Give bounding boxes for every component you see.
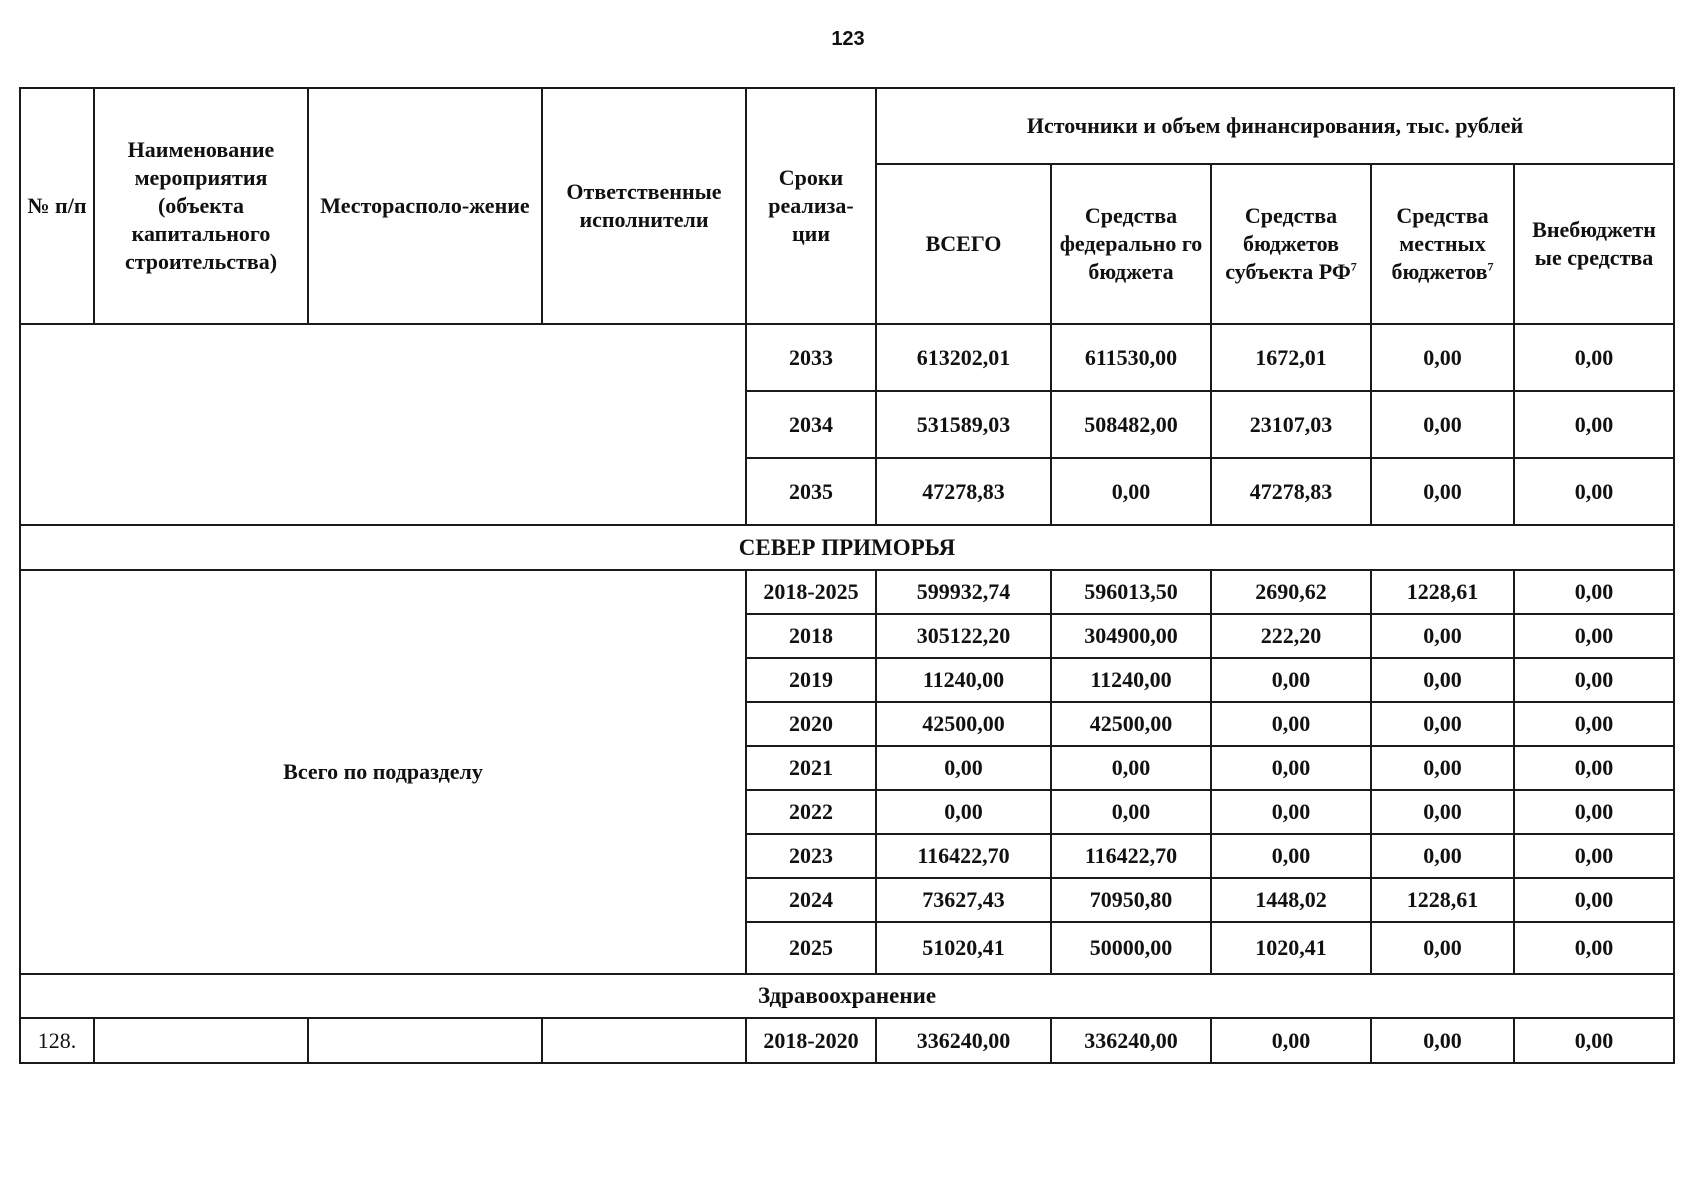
cell-year: 2033 xyxy=(746,324,876,391)
header-name: Наименование мероприятия (объекта капитального строительства) xyxy=(94,88,308,324)
cell-subject: 0,00 xyxy=(1211,1018,1371,1063)
blank-merged-cell xyxy=(20,324,746,525)
cell-local: 0,00 xyxy=(1371,1018,1514,1063)
header-local-label: Средства местных бюджетов xyxy=(1391,203,1489,284)
cell-num: 128. xyxy=(20,1018,94,1063)
cell-federal: 336240,00 xyxy=(1051,1018,1211,1063)
section-row xyxy=(20,974,1674,1018)
cell-year: 2018-2025 xyxy=(746,570,876,614)
cell-executors xyxy=(542,1018,746,1063)
cell-subject: 1020,41 xyxy=(1211,922,1371,974)
header-federal: Средства федерально го бюджета xyxy=(1051,164,1211,324)
cell-federal: 116422,70 xyxy=(1051,834,1211,878)
cell-federal: 508482,00 xyxy=(1051,391,1211,458)
cell-subject: 0,00 xyxy=(1211,702,1371,746)
page-number: 123 xyxy=(831,28,865,50)
cell-extra: 0,00 xyxy=(1514,702,1674,746)
cell-year: 2023 xyxy=(746,834,876,878)
cell-year: 2018 xyxy=(746,614,876,658)
cell-year: 2018-2020 xyxy=(746,1018,876,1063)
cell-federal: 611530,00 xyxy=(1051,324,1211,391)
cell-total: 73627,43 xyxy=(876,878,1051,922)
header-subject xyxy=(1211,164,1371,324)
cell-local: 0,00 xyxy=(1371,614,1514,658)
header-extra: Внебюджетн ые средства xyxy=(1514,164,1674,324)
cell-local: 1228,61 xyxy=(1371,570,1514,614)
cell-extra: 0,00 xyxy=(1514,1018,1674,1063)
cell-extra: 0,00 xyxy=(1514,790,1674,834)
cell-year: 2019 xyxy=(746,658,876,702)
cell-federal: 11240,00 xyxy=(1051,658,1211,702)
cell-name xyxy=(94,1018,308,1063)
cell-year: 2022 xyxy=(746,790,876,834)
cell-subject: 0,00 xyxy=(1211,834,1371,878)
cell-federal: 70950,80 xyxy=(1051,878,1211,922)
cell-total: 11240,00 xyxy=(876,658,1051,702)
cell-year: 2021 xyxy=(746,746,876,790)
cell-federal: 596013,50 xyxy=(1051,570,1211,614)
table-row xyxy=(20,324,1674,391)
cell-year: 2035 xyxy=(746,458,876,525)
cell-total: 51020,41 xyxy=(876,922,1051,974)
cell-extra: 0,00 xyxy=(1514,878,1674,922)
header-subject-label: Средства бюджетов субъекта РФ xyxy=(1225,203,1351,284)
cell-subject: 222,20 xyxy=(1211,614,1371,658)
cell-year: 2034 xyxy=(746,391,876,458)
cell-total: 0,00 xyxy=(876,790,1051,834)
cell-total: 305122,20 xyxy=(876,614,1051,658)
cell-federal: 0,00 xyxy=(1051,746,1211,790)
financing-table xyxy=(19,87,1675,1064)
cell-federal: 50000,00 xyxy=(1051,922,1211,974)
cell-extra: 0,00 xyxy=(1514,570,1674,614)
cell-total: 116422,70 xyxy=(876,834,1051,878)
header-local xyxy=(1371,164,1514,324)
cell-federal: 42500,00 xyxy=(1051,702,1211,746)
cell-federal: 304900,00 xyxy=(1051,614,1211,658)
header-total: ВСЕГО xyxy=(876,164,1051,324)
section-title-north: СЕВЕР ПРИМОРЬЯ xyxy=(20,525,1674,570)
header-executors: Ответственные исполнители xyxy=(542,88,746,324)
cell-total: 336240,00 xyxy=(876,1018,1051,1063)
cell-local: 0,00 xyxy=(1371,922,1514,974)
cell-subject: 0,00 xyxy=(1211,746,1371,790)
cell-year: 2025 xyxy=(746,922,876,974)
cell-federal: 0,00 xyxy=(1051,790,1211,834)
header-location: Месторасполо-жение xyxy=(308,88,542,324)
cell-subject: 23107,03 xyxy=(1211,391,1371,458)
cell-total: 613202,01 xyxy=(876,324,1051,391)
cell-extra: 0,00 xyxy=(1514,746,1674,790)
header-subject-footnote: 7 xyxy=(1350,259,1357,274)
cell-subject: 2690,62 xyxy=(1211,570,1371,614)
cell-extra: 0,00 xyxy=(1514,922,1674,974)
header-local-footnote: 7 xyxy=(1487,259,1494,274)
cell-subject: 0,00 xyxy=(1211,658,1371,702)
cell-local: 0,00 xyxy=(1371,324,1514,391)
cell-total: 42500,00 xyxy=(876,702,1051,746)
cell-extra: 0,00 xyxy=(1514,324,1674,391)
section-row xyxy=(20,525,1674,570)
cell-subject: 47278,83 xyxy=(1211,458,1371,525)
cell-extra: 0,00 xyxy=(1514,614,1674,658)
cell-total: 531589,03 xyxy=(876,391,1051,458)
cell-subject: 1448,02 xyxy=(1211,878,1371,922)
cell-local: 0,00 xyxy=(1371,658,1514,702)
cell-local: 0,00 xyxy=(1371,790,1514,834)
cell-extra: 0,00 xyxy=(1514,834,1674,878)
cell-federal: 0,00 xyxy=(1051,458,1211,525)
cell-total: 0,00 xyxy=(876,746,1051,790)
cell-total: 47278,83 xyxy=(876,458,1051,525)
cell-subject: 1672,01 xyxy=(1211,324,1371,391)
cell-total: 599932,74 xyxy=(876,570,1051,614)
cell-subject: 0,00 xyxy=(1211,790,1371,834)
cell-location xyxy=(308,1018,542,1063)
subtotal-label: Всего по подразделу xyxy=(20,570,746,974)
cell-extra: 0,00 xyxy=(1514,391,1674,458)
table-row xyxy=(20,1018,1674,1063)
cell-local: 0,00 xyxy=(1371,746,1514,790)
header-num: № п/п xyxy=(20,88,94,324)
section-title-healthcare: Здравоохранение xyxy=(20,974,1674,1018)
header-terms: Сроки реализа-ции xyxy=(746,88,876,324)
cell-local: 0,00 xyxy=(1371,834,1514,878)
header-sources: Источники и объем финансирования, тыс. рублей xyxy=(876,88,1674,164)
table-row xyxy=(20,570,1674,614)
cell-local: 1228,61 xyxy=(1371,878,1514,922)
cell-local: 0,00 xyxy=(1371,391,1514,458)
table-header xyxy=(20,88,1674,324)
cell-local: 0,00 xyxy=(1371,702,1514,746)
cell-local: 0,00 xyxy=(1371,458,1514,525)
cell-year: 2020 xyxy=(746,702,876,746)
cell-extra: 0,00 xyxy=(1514,658,1674,702)
cell-year: 2024 xyxy=(746,878,876,922)
cell-extra: 0,00 xyxy=(1514,458,1674,525)
